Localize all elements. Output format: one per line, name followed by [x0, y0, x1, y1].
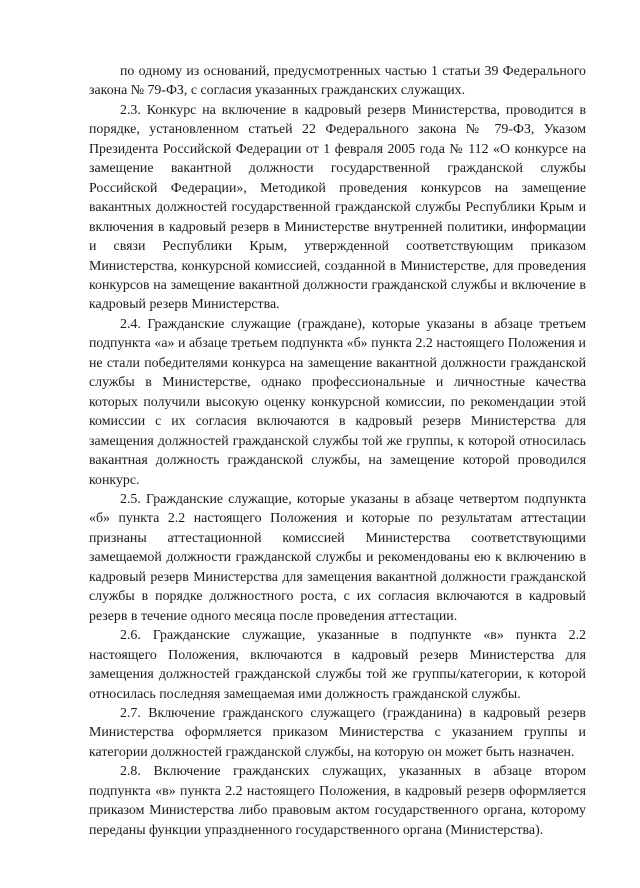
document-page: [89, 62, 586, 840]
paragraph-2-8: 2.8. Включение гражданских служащих, указанных в абзаце втором подпункта «в» пункта 2.2 настоящего Положения, в кадровый резерв оформляется приказом Министерства либо правовым актом государственного органа, которому переданы функции упраздненного государственного органа (Министерства).: [89, 764, 586, 838]
paragraph-2-6: 2.6. Гражданские служащие, указанные в подпункте «в» пункта 2.2 настоящего Положения, включаются в кадровый резерв Министерства для замещения должностей гражданской службы той же группы/категории, к которой относилась последняя замещаемая ими должность гражданской службы.: [89, 628, 586, 702]
paragraph-2-4: 2.4. Гражданские служащие (граждане), которые указаны в абзаце третьем подпункта «а» и абзаце третьем подпункта «б» пункта 2.2 настоящего Положения и не стали победителями конкурса на замещение вакантной должности гражданской службы в Министерстве, однако профессиональные и личностные качества которых получили высокую оценку конкурсной комиссии, по рекомендации этой комиссии с их согласия включаются в кадровый резерв Министерства для замещения должностей гражданской службы той же группы, к которой относилась вакантная должность гражданской службы, на замещение которой проводился конкурс.: [89, 316, 586, 488]
paragraph-2-5: 2.5. Гражданские служащие, которые указаны в абзаце четвертом подпункта «б» пункта 2.2 настоящего Положения и которые по результатам аттестации признаны аттестационной комиссией Министерства соответствующими замещаемой должности гражданской службы и рекомендованы ею к включению в кадровый резерв Министерства для замещения вакантной должности гражданской службы в порядке должностного роста, с их согласия включаются в кадровый резерв в течение одного месяца после проведения аттестации.: [89, 491, 586, 624]
paragraph-continuation: по одному из оснований, предусмотренных частью 1 статьи 39 Федерального закона № 79-ФЗ, с согласия указанных гражданских служащих.: [89, 64, 586, 99]
paragraph-2-3: 2.3. Конкурс на включение в кадровый резерв Министерства, проводится в порядке, установленном статьей 22 Федерального закона № 79-ФЗ, Указом Президента Российской Федерации от 1 февраля 2005 года № 112 «О конкурсе на замещение вакантной должности государственной гражданской службы Российской Федерации», Методикой проведения конкурсов на замещение вакантных должностей государственной гражданской службы Республики Крым и включения в кадровый резерв в Министерстве внутренней политики, информации и связи Республики Крым, утвержденной соответствующим приказом Министерства, конкурсной комиссией, созданной в Министерстве, для проведения конкурсов на замещение вакантной должности гражданской службы и включение в кадровый резерв Министерства.: [89, 102, 586, 313]
paragraph-2-7: 2.7. Включение гражданского служащего (гражданина) в кадровый резерв Министерства оформляется приказом Министерства с указанием группы и категории должностей гражданской службы, на которую он может быть назначен.: [89, 705, 586, 760]
